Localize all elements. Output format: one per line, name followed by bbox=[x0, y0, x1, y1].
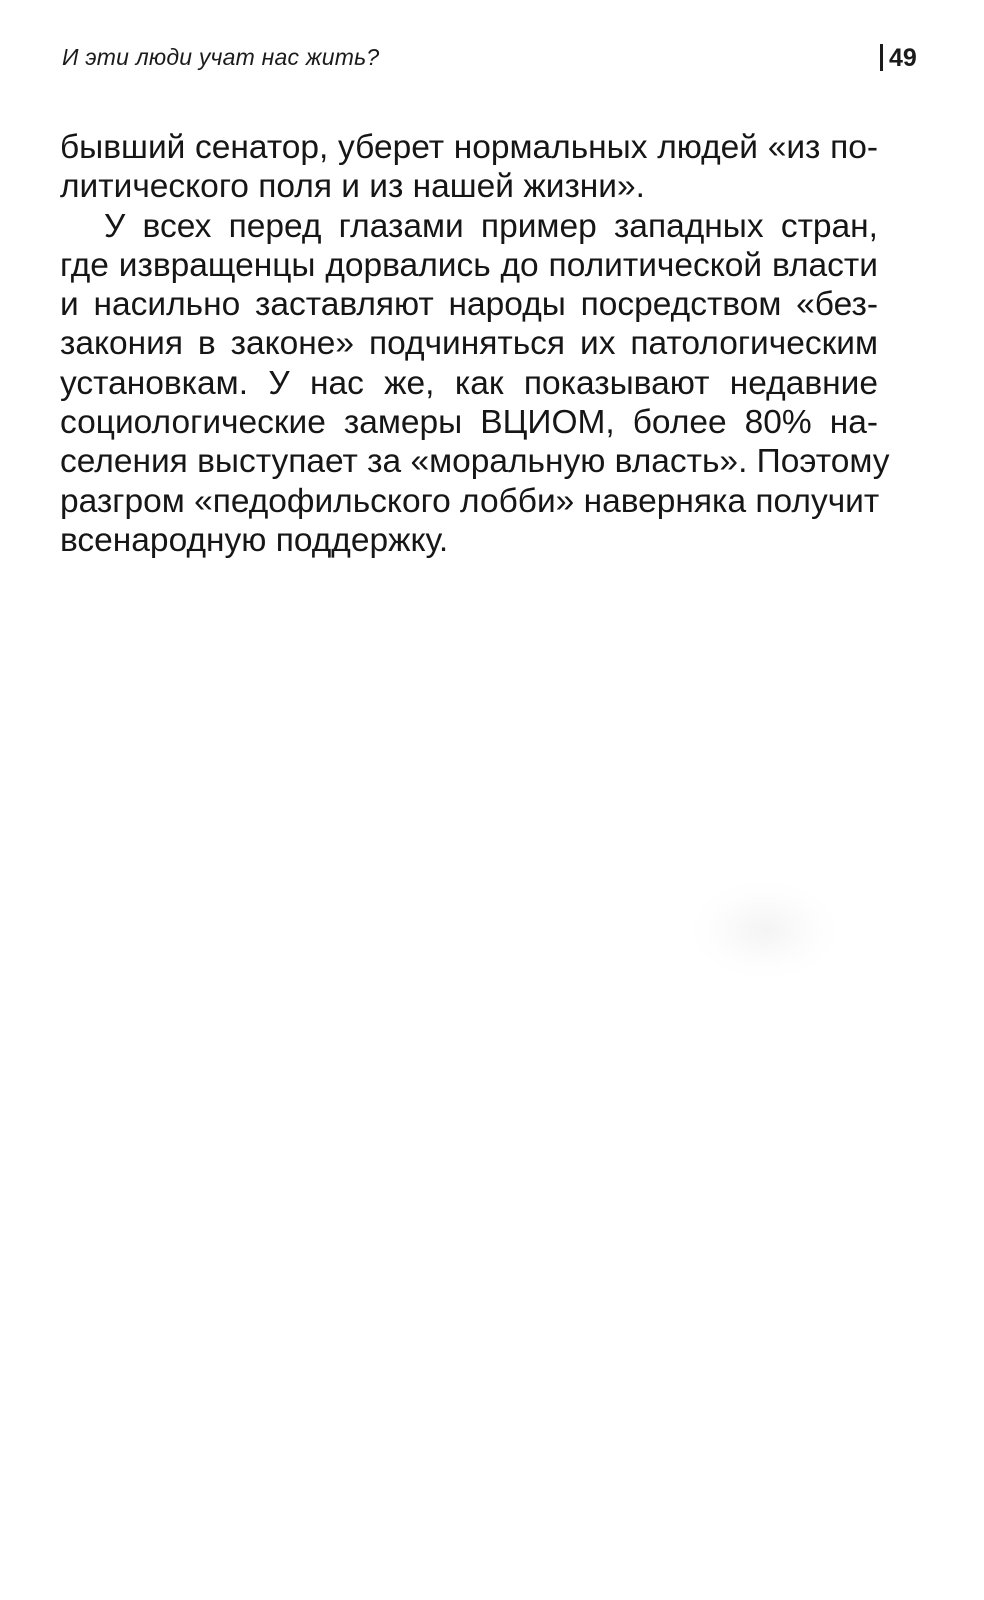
text-line: У всех перед глазами пример западных стран, bbox=[104, 207, 878, 245]
text-line: где извращенцы дорвались до политической власти bbox=[60, 246, 878, 284]
text-line: и насильно заставляют народы посредством «без- bbox=[60, 286, 878, 324]
scan-smudge bbox=[690, 880, 840, 980]
text-line: установкам. У нас же, как показывают недавние bbox=[60, 364, 878, 402]
text-line: литического поля и из нашей жизни». bbox=[60, 168, 645, 206]
header-divider bbox=[880, 44, 883, 71]
body-text bbox=[60, 128, 890, 560]
text-line: всенародную поддержку. bbox=[60, 521, 449, 559]
text-line: разгром «педофильского лобби» наверняка получит bbox=[60, 482, 880, 520]
text-line: закония в законе» подчиняться их патологическим bbox=[60, 325, 878, 363]
running-header: И эти люди учат нас жить? bbox=[62, 44, 380, 70]
text-line: социологические замеры ВЦИОМ, более 80% на- bbox=[60, 404, 878, 442]
text-line: бывший сенатор, уберет нормальных людей «из по- bbox=[60, 129, 878, 166]
page-number: 49 bbox=[889, 44, 917, 72]
text-line: селения выступает за «моральную власть». Поэтому bbox=[60, 443, 890, 481]
